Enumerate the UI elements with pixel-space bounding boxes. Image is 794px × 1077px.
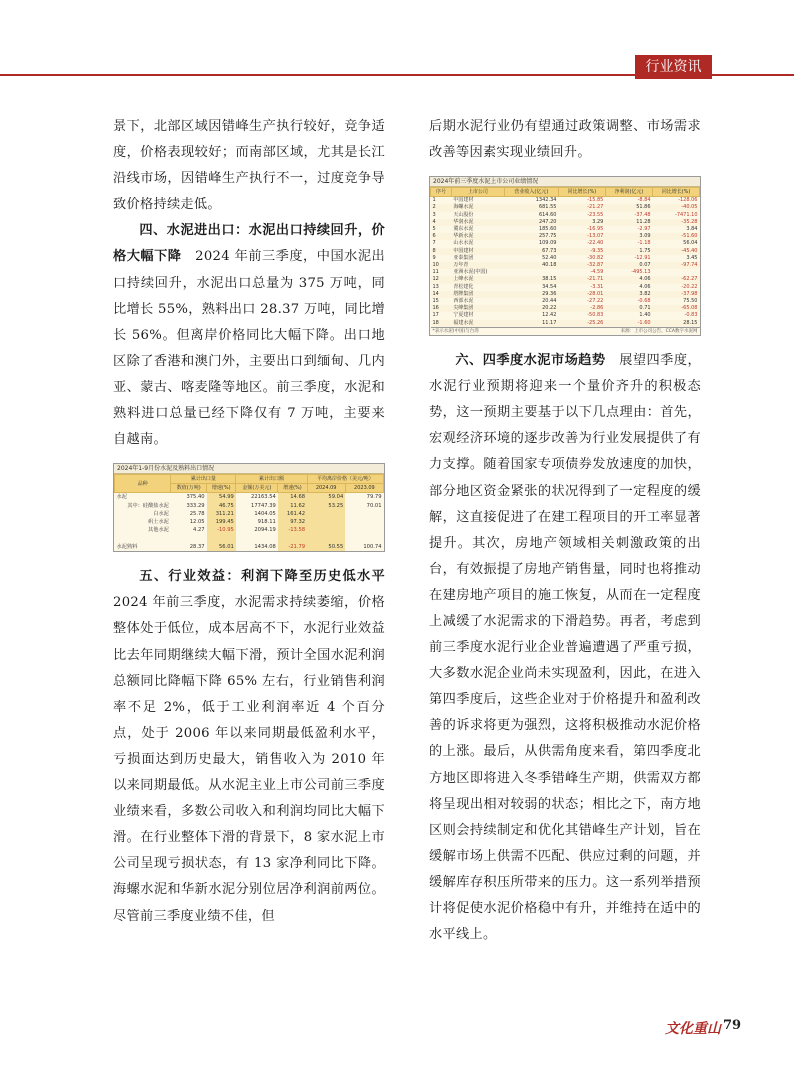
value-cell: -3.31 bbox=[590, 283, 604, 290]
section-5-heading: 五、行业效益：利润下降至历史低水平 bbox=[139, 569, 385, 585]
value-cell: 79.79 bbox=[366, 494, 382, 501]
section-4-heading: 四、水泥进出口：水泥出口持续回升，价格大幅下降 bbox=[113, 223, 385, 265]
magazine-logo: 文化重山 bbox=[665, 1021, 721, 1037]
value-cell: 4 bbox=[431, 219, 452, 226]
value-cell: 109.09 bbox=[538, 240, 557, 247]
value-cell: 199.45 bbox=[207, 518, 236, 526]
value-cell: -2.97 bbox=[637, 226, 651, 232]
value-cell: -32.87 bbox=[558, 262, 605, 269]
value-cell: -21.71 bbox=[558, 276, 605, 283]
table-row bbox=[431, 219, 700, 226]
value-cell: 247.20 bbox=[504, 219, 558, 226]
value-cell: 10 bbox=[431, 262, 452, 269]
value-cell: 0.71 bbox=[605, 305, 652, 312]
company-table-title: 2024年前三季度水泥上市公司业绩情况 bbox=[430, 177, 700, 187]
table-row bbox=[431, 276, 700, 283]
value-cell: 681.55 bbox=[504, 204, 558, 211]
value-cell: 11.17 bbox=[504, 320, 558, 328]
group-header-value: 累计出口额 bbox=[236, 475, 307, 484]
value-cell: 257.75 bbox=[504, 233, 558, 240]
value-cell: 70.01 bbox=[366, 502, 382, 509]
value-cell: 161.42 bbox=[278, 510, 307, 518]
value-cell: 11.62 bbox=[278, 502, 307, 510]
value-cell: -37.98 bbox=[653, 291, 700, 298]
value-cell: -50.83 bbox=[587, 312, 604, 319]
value-cell: 56.01 bbox=[207, 543, 236, 551]
value-cell: 40.18 bbox=[504, 262, 558, 269]
col-header-product: 品种 bbox=[115, 475, 171, 493]
value-cell: 1434.08 bbox=[254, 544, 276, 550]
value-cell: -22.40 bbox=[587, 240, 604, 247]
value-cell: 22163.54 bbox=[251, 494, 276, 501]
value-cell: -1.60 bbox=[605, 320, 652, 328]
value-cell: 3.82 bbox=[605, 291, 652, 298]
section-6-paragraph bbox=[429, 348, 701, 948]
value-cell: 28.15 bbox=[653, 320, 700, 328]
company-cell: 山水水泥 bbox=[453, 240, 474, 247]
table-row bbox=[431, 204, 700, 211]
export-table-title: 2024年1-9月份水泥及熟料出口情况 bbox=[114, 464, 384, 474]
value-cell: -21.27 bbox=[558, 204, 605, 211]
value-cell: -13.07 bbox=[558, 233, 605, 240]
table-footnote: *表示水泥(中国)与台湾 bbox=[431, 327, 559, 335]
company-cell: 华润水泥 bbox=[451, 219, 504, 226]
value-cell: -27.22 bbox=[587, 298, 604, 305]
col-header: 序号 bbox=[431, 188, 452, 197]
value-cell: -9.35 bbox=[558, 248, 605, 255]
col-header: 同比增长(%) bbox=[558, 188, 605, 197]
value-cell: 52.40 bbox=[542, 254, 557, 261]
value-cell: 13 bbox=[432, 283, 439, 290]
section-4-paragraph bbox=[113, 218, 385, 453]
value-cell: 1342.34 bbox=[535, 197, 557, 204]
value-cell: 0.07 bbox=[605, 262, 652, 269]
value-cell: 20.22 bbox=[504, 305, 558, 312]
company-cell: 塔牌集团 bbox=[451, 291, 504, 298]
value-cell: 14.68 bbox=[278, 493, 307, 502]
section-6-text: 展望四季度，水泥行业预期将迎来一个量价齐升的积极态势，这一预期主要基于以下几点理由：首先，宏观经济环境的逐步改善为行业发展提供了有力支撑。随着国家专项债券发放速度的加快，部分地区资金紧张的状况得到了一定程度的缓解，这直接促进了在建工程项目的开工率显著提升。其次，房地产领域相关刺激政策的出台，有效振提了房地产销售量，同时也将推动在建房地产项目的施工恢复，从而在一定程度上减缓了水泥需求的下滑趋势。再者，考虑到前三季度水泥行业企业普遍遭遇了严重亏损，大多数水泥企业尚未实现盈利，因此，在进入第四季度后，这些企业对于价格提升和盈利改善的诉求将更为强烈，这将积极推动水泥价格的上涨。最后，从供需角度来看，第四季度北方地区即将进入冬季错峰生产期，供需双方都将呈现出相对较弱的状态；相比之下，南方地区则会持续制定和优化其错峰生产计划，旨在缓解市场上供需不匹配、供应过剩的问题，并缓解库存积压所带来的压力。这一系列举措预计将促使水泥价格稳中有升，并维持在适中的水平线上。 bbox=[429, 353, 701, 943]
sub-header: 增速(%) bbox=[278, 484, 307, 493]
value-cell: 185.60 bbox=[538, 226, 557, 232]
value-cell bbox=[653, 269, 700, 276]
value-cell: 1.75 bbox=[605, 248, 652, 255]
value-cell bbox=[307, 526, 345, 534]
value-cell: -8.84 bbox=[637, 197, 651, 204]
value-cell: 25.78 bbox=[189, 510, 205, 517]
company-cell: 青松建化 bbox=[453, 283, 474, 290]
value-cell: -21.79 bbox=[278, 543, 307, 551]
product-cell bbox=[115, 535, 171, 543]
value-cell: 51.86 bbox=[605, 204, 652, 211]
product-cell: 其他水泥 bbox=[148, 527, 169, 534]
section-4-text: 2024 年前三季度，中国水泥出口持续回升，水泥出口总量为 375 万吨，同比增长 55%，熟料出口 28.37 万吨，同比增长 56%。但离岸价格同比大幅下降。出口地区除了香港和澳门外，主要出口到缅甸、几内亚、蒙古、喀麦隆等地区。前三季度，水泥和熟料进口总量已经下降仅有 7 万吨，主要来自越南。 bbox=[113, 249, 385, 448]
group-header-price: 平均离岸价格（美元/吨） bbox=[307, 475, 383, 484]
company-cell: 亚洲水泥(中国) bbox=[453, 269, 488, 276]
col-header: 营业收入(亿元) bbox=[504, 188, 558, 197]
table-row bbox=[431, 284, 700, 291]
value-cell: 918.11 bbox=[257, 519, 276, 526]
sub-header: 2023.09 bbox=[345, 484, 383, 493]
company-cell: 福建水泥 bbox=[451, 320, 504, 328]
value-cell: -13.58 bbox=[278, 526, 307, 534]
value-cell: -25.26 bbox=[558, 320, 605, 328]
value-cell: 614.60 bbox=[538, 211, 557, 218]
value-cell bbox=[278, 535, 307, 543]
company-cell: 西部水泥 bbox=[453, 298, 474, 305]
value-cell: -128.06 bbox=[678, 197, 698, 204]
value-cell: -12.91 bbox=[634, 254, 651, 261]
value-cell bbox=[207, 535, 236, 543]
value-cell: -28.01 bbox=[558, 291, 605, 298]
table-row bbox=[115, 526, 384, 534]
value-cell: 9 bbox=[432, 254, 436, 261]
company-table-figure bbox=[429, 176, 701, 336]
table-row bbox=[431, 320, 700, 328]
value-cell: 3.09 bbox=[605, 233, 652, 240]
table-row bbox=[431, 255, 700, 262]
left-column bbox=[113, 114, 385, 930]
section-6-heading: 六、四季度水泥市场趋势 bbox=[455, 353, 606, 369]
company-cell: 中国建材 bbox=[453, 197, 474, 204]
value-cell: -0.83 bbox=[684, 312, 698, 319]
value-cell: -0.68 bbox=[637, 298, 651, 305]
product-cell: 矾土水泥 bbox=[148, 519, 169, 526]
company-cell: 宁夏建材 bbox=[453, 312, 474, 319]
value-cell: -1.18 bbox=[637, 240, 651, 247]
value-cell: 54.99 bbox=[207, 493, 236, 502]
value-cell: 56.04 bbox=[683, 240, 698, 247]
table-row bbox=[115, 502, 384, 510]
value-cell: 17 bbox=[432, 312, 439, 319]
company-cell: 冀东水泥 bbox=[453, 226, 474, 232]
table-row bbox=[431, 212, 700, 219]
value-cell bbox=[345, 535, 383, 543]
table-row bbox=[115, 543, 384, 551]
company-cell: 海螺水泥 bbox=[451, 204, 504, 211]
value-cell: 59.04 bbox=[307, 493, 345, 502]
value-cell: 3.84 bbox=[686, 226, 698, 232]
table-footer-row bbox=[431, 327, 700, 335]
value-cell: -23.55 bbox=[587, 211, 604, 218]
value-cell: 4.27 bbox=[193, 527, 205, 534]
value-cell: 7 bbox=[432, 240, 436, 247]
value-cell: 53.25 bbox=[307, 502, 345, 510]
value-cell: 1.40 bbox=[639, 312, 651, 319]
value-cell: -62.27 bbox=[653, 276, 700, 283]
value-cell: -51.60 bbox=[653, 233, 700, 240]
section-5-paragraph bbox=[113, 564, 385, 929]
sub-header: 2024.09 bbox=[307, 484, 345, 493]
export-table bbox=[114, 474, 384, 551]
value-cell: 34.54 bbox=[542, 283, 557, 290]
value-cell: 1404.05 bbox=[254, 510, 276, 517]
value-cell: 3.29 bbox=[558, 219, 605, 226]
col-header: 净利润(亿元) bbox=[605, 188, 652, 197]
paragraph-continued: 景下，北部区域因错峰生产执行较好，竞争适度，价格表现较好；而南部区域，尤其是长江沿线市场，因错峰生产执行不一，过度竞争导致价格持续走低。 bbox=[113, 119, 385, 213]
value-cell: 20.44 bbox=[542, 298, 557, 305]
value-cell: -4.59 bbox=[590, 269, 604, 276]
value-cell: -97.74 bbox=[653, 262, 700, 269]
value-cell: -495.13 bbox=[631, 269, 651, 276]
value-cell: 5 bbox=[432, 226, 436, 232]
value-cell: 3.45 bbox=[686, 254, 698, 261]
value-cell: 97.32 bbox=[278, 518, 307, 526]
value-cell bbox=[171, 535, 207, 543]
value-cell: 46.75 bbox=[207, 502, 236, 510]
value-cell: 100.74 bbox=[363, 544, 382, 550]
value-cell: -10.95 bbox=[207, 526, 236, 534]
value-cell: 29.36 bbox=[504, 291, 558, 298]
sub-header: 金额(万美元) bbox=[236, 484, 278, 493]
value-cell bbox=[345, 510, 383, 518]
table-row bbox=[115, 510, 384, 518]
col-header: 同比增长(%) bbox=[653, 188, 700, 197]
value-cell: 67.73 bbox=[504, 248, 558, 255]
value-cell: 17747.39 bbox=[251, 502, 276, 509]
value-cell: 4.06 bbox=[605, 276, 652, 283]
value-cell: -37.48 bbox=[634, 211, 651, 218]
value-cell bbox=[307, 518, 345, 526]
value-cell: 375.40 bbox=[186, 494, 205, 501]
table-row bbox=[431, 240, 700, 247]
value-cell: 2094.19 bbox=[254, 527, 276, 534]
company-cell: 天山股份 bbox=[453, 211, 474, 218]
value-cell: 333.29 bbox=[186, 502, 205, 509]
value-cell bbox=[345, 518, 383, 526]
value-cell: 28.37 bbox=[189, 544, 205, 550]
value-cell: 12 bbox=[431, 276, 452, 283]
value-cell bbox=[236, 535, 278, 543]
table-row bbox=[115, 493, 384, 502]
value-cell: 38.15 bbox=[504, 276, 558, 283]
sub-header: 增速(%) bbox=[207, 484, 236, 493]
value-cell: -16.95 bbox=[587, 226, 604, 232]
company-cell: 上峰水泥 bbox=[451, 276, 504, 283]
value-cell: 12.05 bbox=[189, 519, 205, 526]
export-table-figure bbox=[113, 463, 385, 552]
section-tag: 行业资讯 bbox=[635, 55, 712, 79]
value-cell: 75.50 bbox=[683, 298, 698, 305]
company-cell: 中国建材 bbox=[451, 248, 504, 255]
paragraph-continued-right: 后期水泥行业仍有望通过政策调整、市场需求改善等因素实现业绩回升。 bbox=[429, 119, 701, 161]
value-cell: 11.28 bbox=[605, 219, 652, 226]
table-row bbox=[115, 535, 384, 543]
value-cell: -2.86 bbox=[558, 305, 605, 312]
company-cell: 万年青 bbox=[451, 262, 504, 269]
right-column bbox=[429, 114, 701, 948]
company-cell: 亚泰集团 bbox=[453, 254, 474, 261]
table-source: 来源：上市公司公告、CCA数字水泥网 bbox=[558, 327, 699, 335]
value-cell: -15.85 bbox=[587, 197, 604, 204]
product-cell: 白水泥 bbox=[153, 510, 169, 517]
product-cell: 水泥熟料 bbox=[116, 544, 138, 550]
value-cell bbox=[504, 269, 558, 276]
value-cell: 16 bbox=[431, 305, 452, 312]
value-cell: 1 bbox=[432, 197, 436, 204]
value-cell: -35.28 bbox=[653, 219, 700, 226]
value-cell: -30.82 bbox=[587, 254, 604, 261]
company-cell: 尖峰集团 bbox=[451, 305, 504, 312]
value-cell: -65.08 bbox=[653, 305, 700, 312]
value-cell: 311.21 bbox=[207, 510, 236, 518]
col-header: 上市公司 bbox=[451, 188, 504, 197]
table-row bbox=[431, 248, 700, 255]
group-header-volume: 累计出口量 bbox=[171, 475, 236, 484]
page-number: 79 bbox=[723, 1018, 742, 1033]
company-table bbox=[430, 187, 700, 335]
value-cell: 12.42 bbox=[542, 312, 557, 319]
value-cell: 18 bbox=[431, 320, 452, 328]
product-cell: 其中：硅酸盐水泥 bbox=[127, 502, 169, 509]
value-cell: 3 bbox=[432, 211, 436, 218]
product-cell: 水泥 bbox=[116, 494, 127, 501]
table-row bbox=[431, 291, 700, 298]
value-cell bbox=[307, 535, 345, 543]
value-cell: 4.06 bbox=[639, 283, 651, 290]
sub-header: 数值(万吨) bbox=[171, 484, 207, 493]
table-row bbox=[115, 518, 384, 526]
value-cell: 14 bbox=[431, 291, 452, 298]
value-cell: 6 bbox=[431, 233, 452, 240]
value-cell: -40.05 bbox=[653, 204, 700, 211]
value-cell: -45.40 bbox=[653, 248, 700, 255]
value-cell: -7471.10 bbox=[675, 211, 698, 218]
section-5-text: 2024 年前三季度，水泥需求持续萎缩，价格整体处于低位，成本居高不下，水泥行业效益比去年同期继续大幅下滑，预计全国水泥利润总额同比降幅下降 65% 左右，行业销售利润率不足 2%，低于工业利润率近 4 个百分点，处于 2006 年以来同期最低盈利水平，亏损面达到历史最大，销售收入为 2010 年以来同期最低。从水泥主业上市公司前三季度业绩来看，多数公司收入和利润均同比大幅下滑。在行业整体下滑的背景下，8 家水泥上市公司呈现亏损状态，有 13 家净利同比下降。海螺水泥和华新水泥分别位居净利润前两位。尽管前三季度业绩不佳，但 bbox=[113, 595, 385, 924]
company-cell: 华新水泥 bbox=[451, 233, 504, 240]
value-cell: 15 bbox=[432, 298, 439, 305]
value-cell: 11 bbox=[432, 269, 439, 276]
value-cell: 2 bbox=[431, 204, 452, 211]
value-cell: 50.55 bbox=[307, 543, 345, 551]
value-cell bbox=[307, 510, 345, 518]
table-row bbox=[431, 312, 700, 319]
value-cell bbox=[345, 526, 383, 534]
value-cell: 8 bbox=[431, 248, 452, 255]
value-cell: -20.22 bbox=[681, 283, 698, 290]
